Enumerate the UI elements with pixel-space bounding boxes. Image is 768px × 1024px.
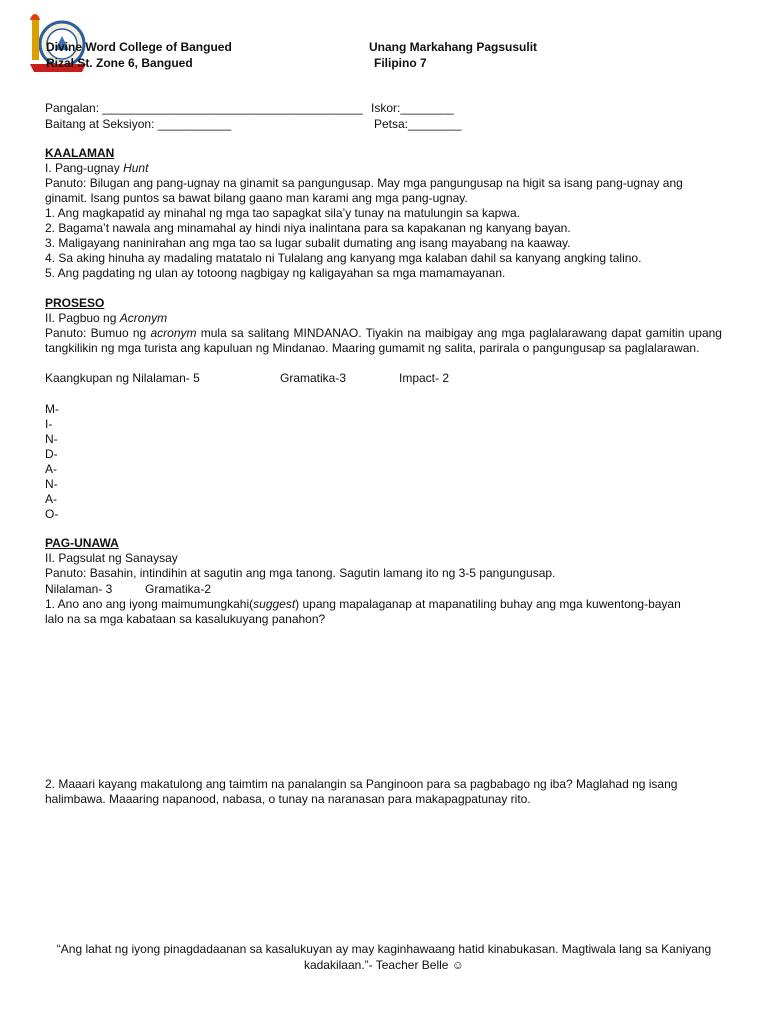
question: 2. Maaari kayang makatulong ang taimtim na panalangin sa Panginoon para sa pagbabago ng iba? Maglahad ng isang xyxy=(45,777,678,791)
criteria: Gramatika-3 xyxy=(280,371,347,385)
question: lalo na sa mga kabataan sa kasalukuyang panahon? xyxy=(45,612,326,626)
question: halimbawa. Maaaring napanood, nabasa, o tunay na naranasan para makapagpatunay rito. xyxy=(45,792,531,806)
school-name: Divine Word College of Bangued xyxy=(46,40,232,54)
list-item: 3. Maligayang naninirahan ang mga tao sa lugar subalit dumating ang isang mayabang na kaaway. xyxy=(45,236,571,250)
list-item: 1. Ang magkapatid ay minahal ng mga tao sapagkat sila’y tunay na matulungin sa kapwa. xyxy=(45,206,520,220)
criteria: Impact- 2 xyxy=(399,371,450,385)
criteria: Kaangkupan ng Nilalaman- 5 xyxy=(45,371,200,385)
section-heading-kaalaman: KAALAMAN xyxy=(45,146,115,160)
footer-quote: “Ang lahat ng iyong pinagdadaanan sa kasalukuyan ay may kaginhawaang hatid kinabukasan. Magtiwala lang sa Kaniyang xyxy=(56,942,712,956)
score-line: Iskor:________ xyxy=(371,101,454,115)
acronym-letter: D- xyxy=(45,447,58,461)
instructions: Panuto: Bilugan ang pang-ugnay na ginamit sa pangungusap. May mga pangungusap na higit sa isang pang-ugnay ang xyxy=(45,176,683,190)
acronym-letter: I- xyxy=(45,417,53,431)
acronym-letter: N- xyxy=(45,432,58,446)
acronym-letter: A- xyxy=(45,492,57,506)
acronym-letter: M- xyxy=(45,402,59,416)
list-item: 5. Ang pagdating ng ulan ay totoong nagbigay ng kaligayahan sa mga mamamayanan. xyxy=(45,266,506,280)
part-title: II. Pagbuo ng Acronym xyxy=(45,311,168,325)
subject: Filipino 7 xyxy=(374,56,427,70)
exam-title: Unang Markahang Pagsusulit xyxy=(369,40,538,54)
instructions: Panuto: Basahin, intindihin at sagutin ang mga tanong. Sagutin lamang ito ng 3-5 pangungusap. xyxy=(45,566,556,580)
instructions: Panuto: Bumuo ng acronym mula sa salitang MINDANAO. Tiyakin na maibigay ang mga paglalarawang dapat gamitin upang tangkilikin ng mga turista ang kapuluan ng Mindanao. Maaring gumamit ng salita, parirala o pangungusap sa paglalarawan. xyxy=(45,326,722,355)
acronym-letter: A- xyxy=(45,462,57,476)
section-heading-proseso: PROSESO xyxy=(45,296,105,310)
criteria: Gramatika-2 xyxy=(145,582,212,596)
school-address: Rizal St. Zone 6, Bangued xyxy=(46,56,193,70)
part-title: I. Pang-ugnay Hunt xyxy=(45,161,149,175)
acronym-letter: O- xyxy=(45,507,59,521)
footer-quote: kadakilaan.”- Teacher Belle ☺ xyxy=(303,958,465,972)
name-line: Pangalan: _______________________________________ xyxy=(45,101,363,115)
instructions: ginamit. Isang puntos sa bawat bilang gaano man karami ang mga pang-ugnay. xyxy=(45,191,468,205)
section-heading-pagunawa: PAG-UNAWA xyxy=(45,536,119,550)
criteria: Nilalaman- 3 xyxy=(45,582,113,596)
section-line: Baitang at Seksiyon: ___________ xyxy=(45,117,232,131)
date-line: Petsa:________ xyxy=(374,117,462,131)
list-item: 2. Bagama’t nawala ang minamahal ay hindi niya inalintana para sa kapakanan ng kanyang bayan. xyxy=(45,221,571,235)
acronym-letter: N- xyxy=(45,477,58,491)
question: 1. Ano ano ang iyong maimumungkahi(suggest) upang mapalaganap at mapanatiling buhay ang mga kuwentong-bayan xyxy=(45,597,681,611)
part-title: II. Pagsulat ng Sanaysay xyxy=(45,551,178,565)
list-item: 4. Sa aking hinuha ay madaling matatalo ni Tulalang ang kanyang mga kalaban dahil sa kanyang angking talino. xyxy=(45,251,642,265)
